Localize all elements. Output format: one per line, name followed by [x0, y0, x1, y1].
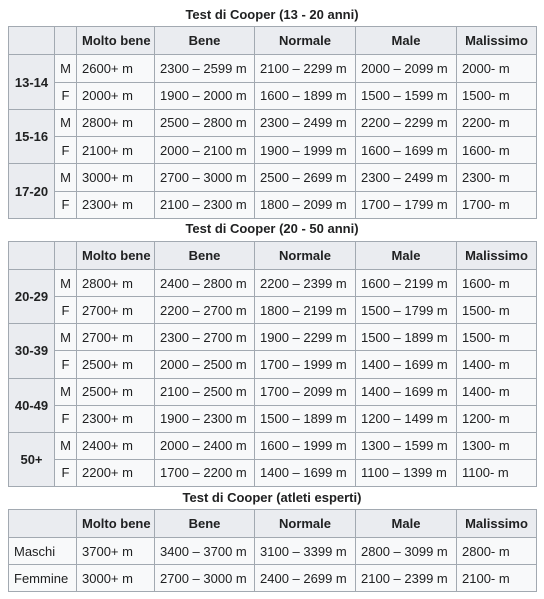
table-row	[9, 459, 537, 486]
table-row	[9, 297, 537, 324]
table-row	[9, 191, 537, 218]
header-cell: Molto bene	[77, 27, 155, 55]
header-cell: Male	[356, 27, 457, 55]
table-cell: 1900 – 2299 m	[255, 324, 356, 351]
table-cell: 2700 – 3000 m	[155, 164, 255, 191]
table-cell: 3700+ m	[77, 538, 155, 565]
table-cell: 2500 – 2699 m	[255, 164, 356, 191]
table-cell: 2200 – 2700 m	[155, 297, 255, 324]
table-cell: 2300 – 2599 m	[155, 55, 255, 82]
row-label: Femmine	[9, 565, 77, 592]
table-row	[9, 432, 537, 459]
header-cell: Bene	[155, 242, 255, 270]
cooper-table-13-20	[8, 26, 537, 219]
table-cell: 2400 – 2800 m	[155, 270, 255, 297]
table-cell: 2800+ m	[77, 270, 155, 297]
table-cell: 2100 – 2399 m	[356, 565, 457, 592]
table-cell: 1900 – 1999 m	[255, 137, 356, 164]
header-cell: Normale	[255, 510, 356, 538]
header-cell	[9, 242, 55, 270]
age-group-label: 17-20	[9, 164, 55, 219]
table-cell: 1600 – 1899 m	[255, 82, 356, 109]
table-cell: 3100 – 3399 m	[255, 538, 356, 565]
table-cell: 2300 – 2499 m	[356, 164, 457, 191]
table-cell: 1600- m	[457, 270, 537, 297]
table-cell: 1500- m	[457, 82, 537, 109]
sex-cell: M	[55, 55, 77, 82]
table-cell: 1200- m	[457, 405, 537, 432]
table-cell: 1900 – 2000 m	[155, 82, 255, 109]
table-row	[9, 109, 537, 136]
table-cell: 1500 – 1599 m	[356, 82, 457, 109]
table-cell: 2300 – 2700 m	[155, 324, 255, 351]
table-cell: 1400 – 1699 m	[356, 351, 457, 378]
header-cell: Male	[356, 510, 457, 538]
cooper-table-athletes	[8, 509, 537, 592]
header-row	[9, 27, 537, 55]
age-group-label: 13-14	[9, 55, 55, 110]
header-cell: Bene	[155, 510, 255, 538]
header-cell	[55, 242, 77, 270]
age-group-label: 30-39	[9, 324, 55, 378]
table-row	[9, 538, 537, 565]
sex-cell: M	[55, 164, 77, 191]
table-row	[9, 405, 537, 432]
table-cell: 2000+ m	[77, 82, 155, 109]
table-row	[9, 324, 537, 351]
sex-cell: M	[55, 270, 77, 297]
table-cell: 1500 – 1899 m	[356, 324, 457, 351]
header-cell: Normale	[255, 242, 356, 270]
table-cell: 1600 – 1999 m	[255, 432, 356, 459]
table-row	[9, 378, 537, 405]
table-row	[9, 164, 537, 191]
table-cell: 2000 – 2400 m	[155, 432, 255, 459]
table-caption: Test di Cooper (13 - 20 anni)	[185, 7, 359, 22]
header-cell	[9, 27, 55, 55]
table-cell: 1500 – 1899 m	[255, 405, 356, 432]
table-cell: 2700+ m	[77, 297, 155, 324]
table-cell: 3000+ m	[77, 565, 155, 592]
table-cell: 1400- m	[457, 351, 537, 378]
age-group-label: 20-29	[9, 270, 55, 324]
table-cell: 2400+ m	[77, 432, 155, 459]
header-row	[9, 242, 537, 270]
table-cell: 1700 – 2200 m	[155, 459, 255, 486]
table-cell: 1300- m	[457, 432, 537, 459]
table-cell: 2700+ m	[77, 324, 155, 351]
header-row	[9, 510, 537, 538]
table-cell: 1800 – 2099 m	[255, 191, 356, 218]
sex-cell: F	[55, 191, 77, 218]
header-cell: Molto bene	[77, 242, 155, 270]
table-cell: 2700 – 3000 m	[155, 565, 255, 592]
table-cell: 2100- m	[457, 565, 537, 592]
table-cell: 2000- m	[457, 55, 537, 82]
table-cell: 1500- m	[457, 324, 537, 351]
table-cell: 2300+ m	[77, 405, 155, 432]
header-cell: Malissimo	[457, 510, 537, 538]
table-cell: 2100 – 2299 m	[255, 55, 356, 82]
table-cell: 1200 – 1499 m	[356, 405, 457, 432]
table-cell: 2800- m	[457, 538, 537, 565]
table-row	[9, 82, 537, 109]
table-cell: 1400 – 1699 m	[356, 378, 457, 405]
header-cell: Bene	[155, 27, 255, 55]
table-cell: 2000 – 2100 m	[155, 137, 255, 164]
sex-cell: M	[55, 109, 77, 136]
header-cell: Malissimo	[457, 242, 537, 270]
table-cell: 2200+ m	[77, 459, 155, 486]
row-label: Maschi	[9, 538, 77, 565]
table-cell: 2200 – 2299 m	[356, 109, 457, 136]
table-row	[9, 55, 537, 82]
sex-cell: F	[55, 297, 77, 324]
sex-cell: M	[55, 378, 77, 405]
table-cell: 1700 – 2099 m	[255, 378, 356, 405]
header-cell: Normale	[255, 27, 356, 55]
table-cell: 3000+ m	[77, 164, 155, 191]
sex-cell: F	[55, 405, 77, 432]
header-cell: Molto bene	[77, 510, 155, 538]
table-cell: 1700- m	[457, 191, 537, 218]
sex-cell: F	[55, 459, 77, 486]
table-cell: 1600- m	[457, 137, 537, 164]
table-cell: 1500- m	[457, 297, 537, 324]
table-cell: 2000 – 2500 m	[155, 351, 255, 378]
table-cell: 2500+ m	[77, 351, 155, 378]
age-group-label: 15-16	[9, 109, 55, 164]
sex-cell: M	[55, 324, 77, 351]
header-cell	[9, 510, 77, 538]
table-cell: 2300- m	[457, 164, 537, 191]
table-cell: 1600 – 2199 m	[356, 270, 457, 297]
table-caption: Test di Cooper (20 - 50 anni)	[185, 221, 359, 236]
table-cell: 3400 – 3700 m	[155, 538, 255, 565]
table-cell: 1300 – 1599 m	[356, 432, 457, 459]
table-cell: 2800+ m	[77, 109, 155, 136]
table-cell: 2200- m	[457, 109, 537, 136]
table-cell: 1400- m	[457, 378, 537, 405]
sex-cell: F	[55, 137, 77, 164]
table-cell: 2500+ m	[77, 378, 155, 405]
table-cell: 1100 – 1399 m	[356, 459, 457, 486]
sex-cell: F	[55, 82, 77, 109]
sex-cell: F	[55, 351, 77, 378]
table-cell: 2300 – 2499 m	[255, 109, 356, 136]
table-row	[9, 270, 537, 297]
table-cell: 2100 – 2300 m	[155, 191, 255, 218]
table-caption: Test di Cooper (atleti esperti)	[182, 490, 362, 505]
table-row	[9, 565, 537, 592]
table-row	[9, 351, 537, 378]
table-cell: 1800 – 2199 m	[255, 297, 356, 324]
table-cell: 1700 – 1999 m	[255, 351, 356, 378]
table-cell: 1500 – 1799 m	[356, 297, 457, 324]
table-cell: 1100- m	[457, 459, 537, 486]
table-cell: 2100 – 2500 m	[155, 378, 255, 405]
header-cell: Male	[356, 242, 457, 270]
cooper-table-20-50	[8, 241, 537, 487]
age-group-label: 40-49	[9, 378, 55, 432]
header-cell	[55, 27, 77, 55]
table-cell: 2000 – 2099 m	[356, 55, 457, 82]
table-cell: 2100+ m	[77, 137, 155, 164]
table-row	[9, 137, 537, 164]
header-cell: Malissimo	[457, 27, 537, 55]
table-cell: 2400 – 2699 m	[255, 565, 356, 592]
table-cell: 1700 – 1799 m	[356, 191, 457, 218]
table-cell: 2200 – 2399 m	[255, 270, 356, 297]
table-cell: 2600+ m	[77, 55, 155, 82]
table-cell: 1900 – 2300 m	[155, 405, 255, 432]
age-group-label: 50+	[9, 432, 55, 486]
table-cell: 2300+ m	[77, 191, 155, 218]
table-cell: 1400 – 1699 m	[255, 459, 356, 486]
table-cell: 1600 – 1699 m	[356, 137, 457, 164]
table-cell: 2500 – 2800 m	[155, 109, 255, 136]
sex-cell: M	[55, 432, 77, 459]
table-cell: 2800 – 3099 m	[356, 538, 457, 565]
